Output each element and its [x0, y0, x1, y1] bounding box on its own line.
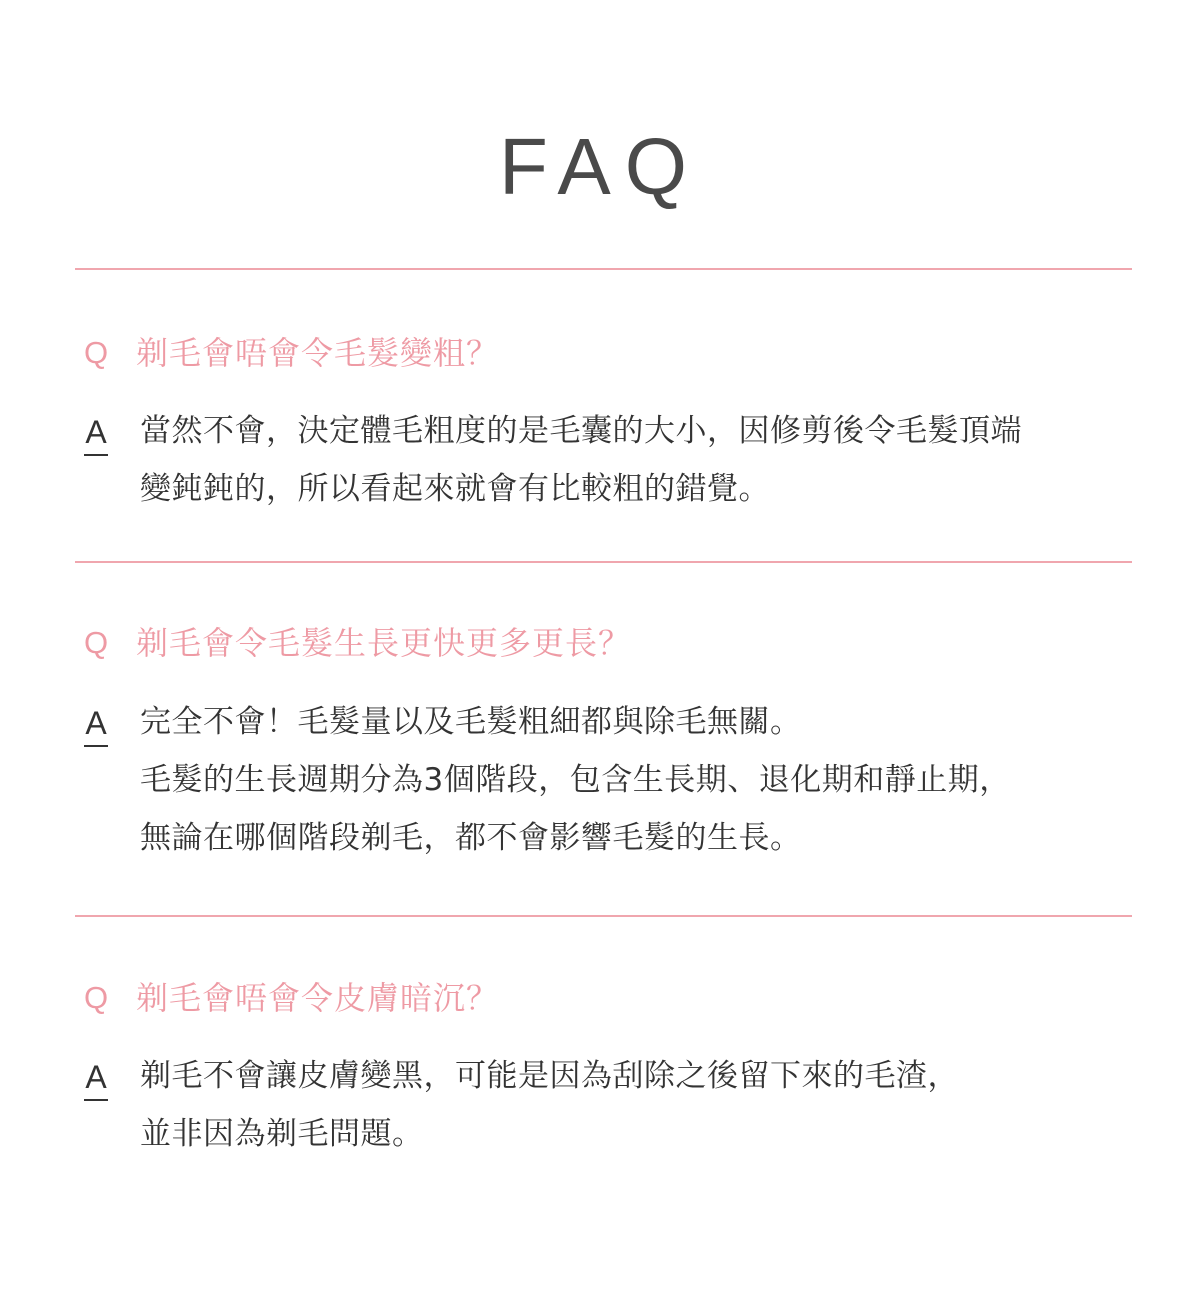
- answer-line: 剃毛不會讓皮膚變黑，可能是因為刮除之後留下來的毛渣，: [140, 1058, 959, 1094]
- question-text: 剃毛會唔會令皮膚暗沉？: [136, 979, 500, 1017]
- question-text: 剃毛會令毛髮生長更快更多更長？: [136, 624, 632, 662]
- answer-line: 無論在哪個階段剃毛，都不會影響毛髮的生長。: [140, 820, 802, 856]
- question-marker: Q: [84, 335, 109, 370]
- answer-line: 變鈍鈍的，所以看起來就會有比較粗的錯覺。: [140, 471, 770, 507]
- answer-line: 完全不會！毛髮量以及毛髮粗細都與除毛無關。: [140, 704, 802, 740]
- answer-marker: [82, 412, 110, 456]
- answer-marker-underline: [84, 745, 108, 747]
- answer-marker-label: A: [85, 414, 107, 450]
- divider: [75, 561, 1132, 563]
- answer-marker-underline: [84, 1099, 108, 1101]
- question-marker: Q: [84, 980, 109, 1015]
- answer-marker: [82, 1057, 110, 1101]
- answer-marker: [82, 703, 110, 747]
- divider: [75, 915, 1132, 917]
- faq-answer-2: [140, 693, 1140, 867]
- question-marker: Q: [84, 625, 109, 660]
- answer-line: 並非因為剃毛問題。: [140, 1116, 424, 1152]
- answer-marker-label: A: [85, 1059, 107, 1095]
- answer-marker-label: A: [85, 705, 107, 741]
- faq-answer-3: [140, 1047, 1140, 1163]
- answer-line: 當然不會，決定體毛粗度的是毛囊的大小，因修剪後令毛髮頂端: [140, 413, 1022, 449]
- divider: [75, 268, 1132, 270]
- question-text: 剃毛會唔會令毛髮變粗？: [136, 334, 500, 372]
- page-title: FAQ: [498, 122, 702, 211]
- faq-question-2[interactable]: [84, 621, 1144, 665]
- faq-question-3[interactable]: [84, 976, 1144, 1020]
- faq-answer-1: [140, 402, 1140, 518]
- faq-question-1[interactable]: [84, 331, 1144, 375]
- answer-marker-underline: [84, 454, 108, 456]
- answer-line: 毛髮的生長週期分為3個階段，包含生長期、退化期和靜止期，: [140, 762, 1011, 798]
